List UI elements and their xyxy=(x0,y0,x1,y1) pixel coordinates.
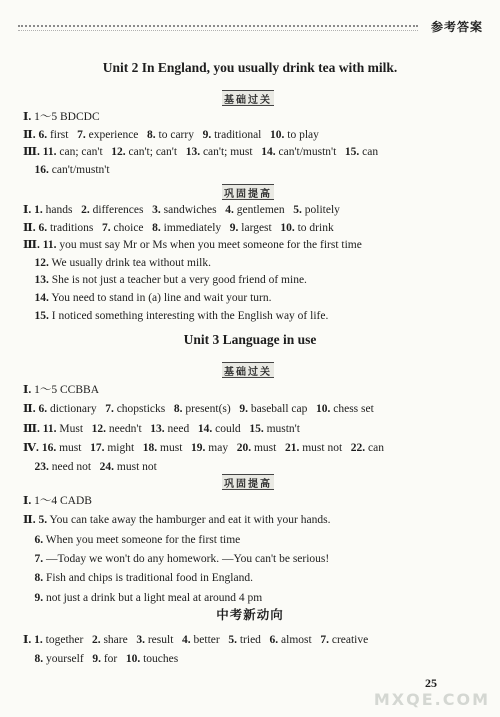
answer-number: 8. xyxy=(152,221,161,234)
answer-number: 3. xyxy=(136,634,145,646)
answer-line xyxy=(23,273,307,287)
answer-text: 1～4 CADB xyxy=(31,495,92,507)
answer-number: 7. xyxy=(77,128,86,141)
answer-text: can't/mustn't xyxy=(275,146,345,159)
answer-text: gentlemen xyxy=(233,204,294,216)
answer-text: —Today we won't do any homework. —You can't be serious! xyxy=(43,552,330,565)
answer-text: almost xyxy=(278,634,321,646)
answer-line xyxy=(23,652,178,666)
answer-number: 7. xyxy=(102,221,111,234)
header-rule xyxy=(18,25,418,27)
answer-number: 6. xyxy=(38,221,48,234)
answer-line xyxy=(23,309,328,323)
answer-number: 16. xyxy=(34,163,49,176)
answer-text: chopsticks xyxy=(113,403,174,416)
answer-text: need xyxy=(164,422,198,435)
answer-number: 9. xyxy=(202,128,212,141)
answer-number: 13. xyxy=(185,146,201,159)
answer-text: must xyxy=(56,441,91,454)
answer-text: could xyxy=(212,422,250,435)
answer-number: 9. xyxy=(229,221,239,234)
answer-text: traditions xyxy=(47,221,103,234)
answer-number: 17. xyxy=(90,441,105,454)
answer-text: Fish and chips is traditional food in England. xyxy=(43,572,253,585)
answer-number: 14. xyxy=(261,146,276,159)
answer-line xyxy=(23,533,240,547)
zhongkao-title: 中考新动向 xyxy=(216,607,284,622)
answer-number: Ⅲ. xyxy=(23,239,40,252)
answer-number: 18. xyxy=(142,441,158,454)
answer-text: mustn't xyxy=(263,422,300,435)
answer-text: you must say Mr or Ms when you meet someone for the first time xyxy=(56,239,362,252)
answer-number: 20. xyxy=(236,441,252,454)
answer-text xyxy=(23,653,35,665)
answer-number: 2. xyxy=(91,634,101,646)
answer-text: can xyxy=(359,146,379,159)
answer-text: sandwiches xyxy=(160,204,226,216)
answer-text: together xyxy=(42,634,92,646)
answer-text xyxy=(23,534,35,546)
answer-line xyxy=(23,591,262,605)
answer-text: to drink xyxy=(294,221,334,234)
answer-number: 16. xyxy=(41,441,57,454)
answer-text: needn't xyxy=(106,422,151,435)
answer-number: 8. xyxy=(34,572,44,585)
answer-number: 13. xyxy=(150,422,165,435)
answer-line xyxy=(23,128,319,142)
answer-number: 6. xyxy=(38,403,48,416)
answer-number: Ⅰ. xyxy=(23,111,32,123)
answer-number: 6. xyxy=(34,533,44,546)
answer-text xyxy=(23,553,35,565)
answer-text: 1～5 BDCDC xyxy=(31,111,100,123)
answer-number: 4. xyxy=(225,204,234,216)
page-number: 25 xyxy=(425,676,437,690)
answer-number: 7. xyxy=(320,634,329,646)
answer-number: 10. xyxy=(125,653,141,665)
answer-text xyxy=(23,310,35,322)
answer-line xyxy=(23,571,253,585)
answer-number: 12. xyxy=(34,256,49,269)
unit2-title: Unit 2 In England, you usually drink tea with milk. xyxy=(102,60,398,75)
answer-text: tried xyxy=(236,634,270,646)
answer-number: 7. xyxy=(105,403,114,416)
answer-text: creative xyxy=(328,634,369,646)
unit2-basic-badge: 基础过关 xyxy=(222,90,274,106)
answer-number: 5. xyxy=(293,204,302,216)
answer-text: must not xyxy=(114,461,157,474)
answer-text: not just a drink but a light meal at around 4 pm xyxy=(43,591,263,604)
answer-number: 21. xyxy=(284,441,300,454)
answer-number: 2. xyxy=(81,204,90,216)
watermark: MXQE.COM xyxy=(373,690,490,709)
answer-text: better xyxy=(190,634,229,646)
answer-text: can't; must xyxy=(200,146,262,159)
answer-number: 4. xyxy=(182,634,191,646)
answer-text: We usually drink tea without milk. xyxy=(48,256,211,269)
answer-text: choice xyxy=(110,221,153,234)
answer-number: Ⅰ. xyxy=(23,204,32,216)
answer-number: 12. xyxy=(111,146,126,159)
answer-number: 15. xyxy=(34,309,49,322)
answer-number: Ⅰ. xyxy=(23,495,32,507)
answer-text: to play xyxy=(284,128,319,141)
answer-text xyxy=(23,164,35,176)
answer-text: largest xyxy=(238,221,281,234)
answer-text: can; can't xyxy=(56,146,112,159)
answer-number: Ⅱ. xyxy=(23,221,36,234)
answer-number: 5. xyxy=(228,634,237,646)
answer-text: dictionary xyxy=(47,403,106,416)
answer-line xyxy=(23,513,330,527)
answer-text: can't/mustn't xyxy=(48,163,110,176)
answer-number: 6. xyxy=(38,128,48,141)
unit2-advanced-badge: 巩固提高 xyxy=(222,184,274,200)
unit3-advanced-badge: 巩固提高 xyxy=(222,474,274,490)
answer-number: 11. xyxy=(42,422,57,435)
answer-line xyxy=(23,494,92,508)
answer-number: Ⅲ. xyxy=(23,146,40,159)
answer-number: Ⅱ. xyxy=(23,403,36,416)
answer-number: 1. xyxy=(34,634,43,646)
answer-text: for xyxy=(100,653,126,665)
answer-text: Must xyxy=(56,422,92,435)
answer-number: Ⅳ. xyxy=(23,441,39,454)
answer-number: 7. xyxy=(34,552,44,565)
answer-number: 3. xyxy=(152,204,161,216)
answer-text: share xyxy=(100,634,137,646)
answer-number: 8. xyxy=(147,128,156,141)
answer-text: may xyxy=(205,441,237,454)
answer-number: 15. xyxy=(249,422,264,435)
answer-line xyxy=(23,441,384,455)
answer-text xyxy=(23,274,35,286)
answer-text: chess set xyxy=(330,403,374,416)
answer-number: 10. xyxy=(280,221,295,234)
answer-line xyxy=(23,460,157,474)
answer-line xyxy=(23,383,99,397)
answer-number: 9. xyxy=(92,653,101,665)
answer-text: When you meet someone for the first time xyxy=(43,533,241,546)
answer-line xyxy=(23,633,368,647)
answer-number: Ⅰ. xyxy=(23,634,32,646)
answer-line xyxy=(23,163,110,177)
answer-text: experience xyxy=(85,128,148,141)
answer-line xyxy=(23,221,334,235)
answer-text: hands xyxy=(42,204,82,216)
answer-line xyxy=(23,402,374,416)
answer-text: You need to stand in (a) line and wait your turn. xyxy=(48,292,272,304)
answer-text: differences xyxy=(89,204,153,216)
answer-text: She is not just a teacher but a very good friend of mine. xyxy=(48,274,307,287)
answer-number: 9. xyxy=(239,403,248,416)
answer-text: politely xyxy=(301,204,340,216)
answer-text: to carry xyxy=(155,128,203,141)
answer-line xyxy=(23,291,272,305)
answer-number: 12. xyxy=(91,422,107,435)
answer-text xyxy=(23,592,35,604)
answer-text: must xyxy=(157,441,192,454)
answer-text: need not xyxy=(48,461,100,474)
answer-text: result xyxy=(144,634,183,646)
answer-text: can xyxy=(365,441,384,454)
answer-line xyxy=(23,552,329,566)
answer-number: Ⅱ. xyxy=(23,128,36,141)
answer-text: 1～5 CCBBA xyxy=(31,384,100,396)
answer-number: Ⅱ. xyxy=(23,514,36,527)
answer-number: 10. xyxy=(316,403,331,416)
answer-number: 5. xyxy=(38,514,48,527)
answer-number: 8. xyxy=(173,403,183,416)
answer-text: I noticed something interesting with the English way of life. xyxy=(48,309,329,322)
answer-text xyxy=(23,257,35,269)
answer-number: 24. xyxy=(99,461,115,474)
answer-number: 10. xyxy=(270,128,285,141)
answer-text: must xyxy=(251,441,285,454)
answer-line xyxy=(23,145,378,159)
header-title: 参考答案 xyxy=(430,20,483,34)
answer-text: can't; can't xyxy=(125,146,186,159)
answer-text: first xyxy=(47,128,78,141)
unit3-title: Unit 3 Language in use xyxy=(183,332,317,347)
answer-number: Ⅰ. xyxy=(23,384,32,396)
answer-number: 11. xyxy=(42,146,57,159)
answer-text: touches xyxy=(140,653,179,665)
answer-number: 15. xyxy=(344,146,360,159)
answer-text xyxy=(23,292,35,304)
header-rule-thin xyxy=(18,30,418,31)
answer-number: 14. xyxy=(34,292,49,304)
answer-number: 23. xyxy=(34,461,49,474)
answer-text: traditional xyxy=(211,128,270,141)
answer-line xyxy=(23,256,211,270)
answer-line xyxy=(23,422,300,436)
answer-number: 13. xyxy=(34,274,49,287)
answer-text: You can take away the hamburger and eat it with your hands. xyxy=(47,514,331,527)
answer-line xyxy=(23,110,100,124)
answer-number: 8. xyxy=(34,653,44,665)
answer-text: might xyxy=(104,441,143,454)
answer-text: baseball cap xyxy=(247,403,316,416)
unit3-basic-badge: 基础过关 xyxy=(222,362,274,378)
answer-text: must not xyxy=(299,441,351,454)
answer-text: present(s) xyxy=(182,403,240,416)
answer-number: 9. xyxy=(34,591,44,604)
answer-text xyxy=(23,572,35,584)
answer-number: 1. xyxy=(34,204,43,216)
answer-number: 19. xyxy=(191,441,206,454)
answer-number: Ⅲ. xyxy=(23,422,40,435)
answer-text: immediately xyxy=(160,221,230,234)
answer-text: yourself xyxy=(43,653,93,665)
answer-number: 14. xyxy=(197,422,213,435)
answer-line xyxy=(23,203,340,217)
answer-text xyxy=(23,461,35,473)
answer-number: 11. xyxy=(42,239,57,252)
answer-line xyxy=(23,238,362,252)
answer-number: 22. xyxy=(350,441,366,454)
answer-number: 6. xyxy=(269,634,279,646)
